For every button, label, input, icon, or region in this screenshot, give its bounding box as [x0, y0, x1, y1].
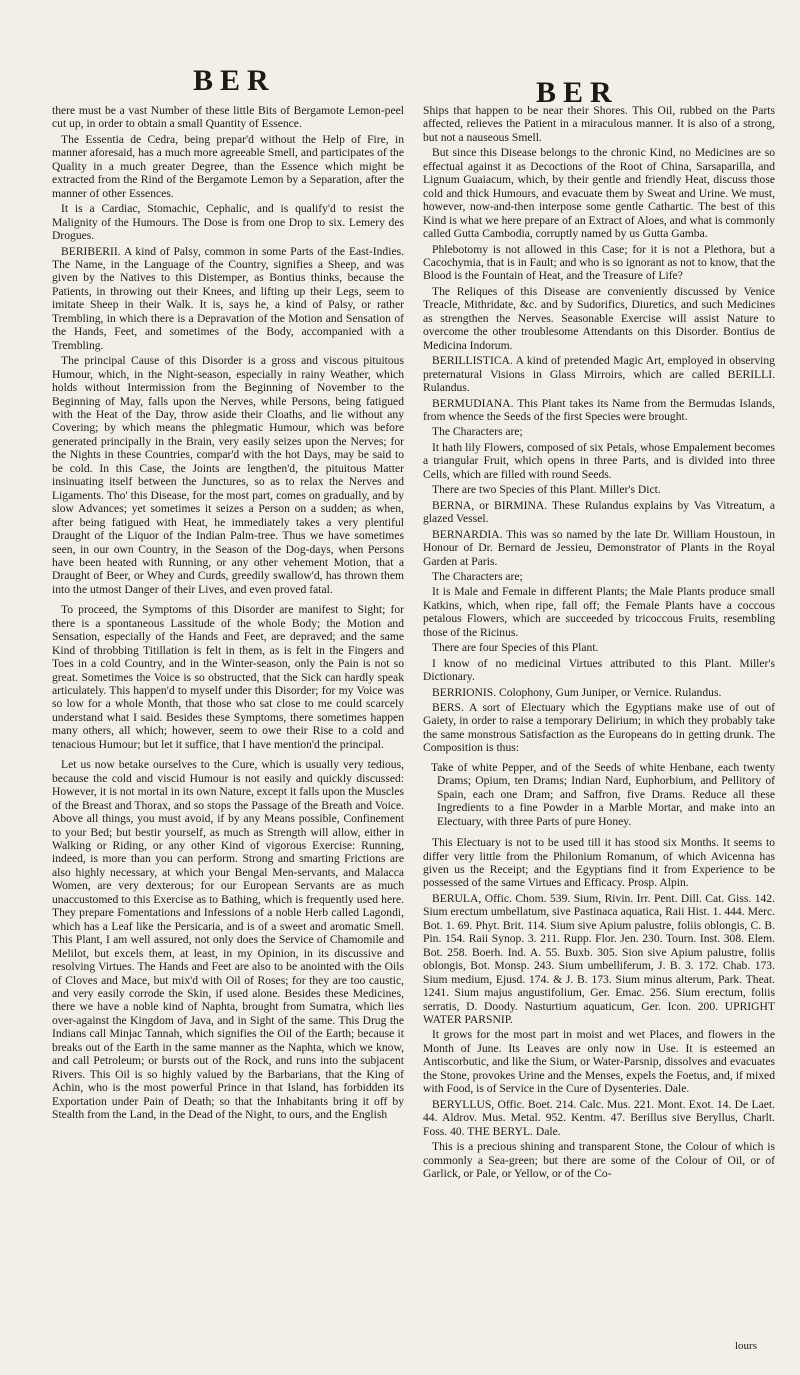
- header-right: BER: [536, 76, 619, 109]
- paragraph: I know of no medicinal Virtues attributed to this Plant. Miller's Dictionary.: [423, 656, 775, 684]
- paragraph: The Characters are;: [432, 425, 523, 439]
- paragraph: The Essentia de Cedra, being prepar'd without the Help of Fire, in manner aforesaid, has a much more agreeable Smell, and participates of the Quality in a much greater Degree, than the Essence which might be extracted from the Rind of the Bergamote Lemon by a Separation, after the manner of other Essences.: [52, 132, 404, 200]
- paragraph: This Electuary is not to be used till it has stood six Months. It seems to differ very little from the Philonium Romanum, of which Avicenna has given us the Receipt; and the Egyptians find it from Experience to be possessed of the same Virtues and Efficacy. Prosp. Alpin.: [423, 836, 775, 890]
- header-left: BER: [193, 64, 276, 97]
- paragraph: BERRIONIS. Colophony, Gum Juniper, or Vernice. Rulandus.: [432, 685, 722, 699]
- paragraph: But since this Disease belongs to the chronic Kind, no Medicines are so effectual against it as Decoctions of the Root of China, Sarsaparilla, and Lignum Guaiacum, which, by their gentle and friendly Heat, discuss those cold and thick Humours, and evacuate them by Sweat and Urine. We must, however, now-and-then interpose some gentle Cathartic. The best of this Kind is what we here prepare of an Extract of Aloes, and what is commonly called Gutta Cambodia, corruptly named by us Gutta Gamba.: [423, 146, 775, 241]
- paragraph: Phlebotomy is not allowed in this Case; for it is not a Plethora, but a Cacochymia, that is in Fault; and who is so ignorant as not to know, that the Blood is the Fountain of Heat, and the Treasure of Life?: [423, 242, 775, 283]
- paragraph: There are four Species of this Plant.: [432, 641, 599, 655]
- paragraph: Take of white Pepper, and of the Seeds of white Henbane, each twenty Drams; Opium, ten Drams; Indian Nard, Euphorbium, and Pellitory of Spain, each one Dram; and Saffron, five Drams. Reduce all these Ingredients to a fine Powder in a Marble Mortar, and make into an Electuary, with three Parts of pure Honey.: [431, 760, 775, 828]
- right-column: [423, 104, 775, 1182]
- paragraph: The Characters are;: [432, 569, 523, 583]
- left-column: [52, 104, 404, 1124]
- paragraph: It is a Cardiac, Stomachic, Cephalic, and is qualify'd to resist the Malignity of the Humours. The Dose is from one Drop to six. Lemery des Drogues.: [52, 202, 404, 243]
- paragraph: BERYLLUS, Offic. Boet. 214. Calc. Mus. 221. Mont. Exot. 14. De Laet. 44. Aldrov. Mus. Metal. 952. Kentm. 47. Berillus sive Beryllus, Charlt. Foss. 40. THE BERYL. Dale.: [423, 1097, 775, 1138]
- paragraph: Ships that happen to be near their Shores. This Oil, rubbed on the Parts affected, relieves the Patient in a miraculous manner. It is also of a strong, but not a nauseous Smell.: [423, 104, 775, 144]
- paragraph: BERILLISTICA. A kind of pretended Magic Art, employed in observing preternatural Visions in Glass Mirroirs, which are called BERILLI. Rulandus.: [423, 354, 775, 395]
- paragraph: there must be a vast Number of these little Bits of Bergamote Lemon-peel cut up, in order to obtain a small Quantity of Essence.: [52, 104, 404, 131]
- paragraph: There are two Species of this Plant. Miller's Dict.: [432, 483, 661, 497]
- paragraph: To proceed, the Symptoms of this Disorder are manifest to Sight; for there is a spontaneous Lassitude of the whole Body; the Motion and Sensation, especially of the Hands and Feet, are depraved; and the same Kind of throbbing Titillation is felt in them, as is felt in the Fingers and Toes in a cold Country, and in the Winter-season, only the Pain is not so great. Sometimes the Voice is so obstructed, that the Sick can hardly speak articulately. This happen'd to myself under this Disorder; for my Voice was so low for a whole Month, that those who sat close to me could scarcely understand what I said. Besides these Symptoms, there sometimes happen many others, all which; however, seem to owe their Rise to a cold and tenacious Humour; but let it suffice, that I have mention'd the principal.: [52, 603, 404, 751]
- paragraph: The Reliques of this Disease are conveniently discussed by Venice Treacle, Mithridate, &c. and by Sudorifics, Diuretics, and such Medicines as strengthen the Nerves. Seasonable Exercise will assist Nature to overcome the other troublesome Attendants on this Disorder. Bontius de Medicina Indorum.: [423, 284, 775, 352]
- paragraph: BERIBERII. A kind of Palsy, common in some Parts of the East-Indies. The Name, in the Language of the Country, signifies a Sheep, and was given by the Natives to this Distemper, as Bontius thinks, because the Patients, in throwing out their Knees, and lifting up their Legs, seem to imitate Sheep in their Walk. It is, says he, a kind of Palsy, or rather Trembling, in which there is a Depravation of the Motion and Sensation of the Hands, Feet, and sometimes of the Body, accompanied with a Trembling.: [52, 244, 404, 352]
- paragraph: BERNARDIA. This was so named by the late Dr. William Houstoun, in Honour of Dr. Bernard de Jessieu, Demonstrator of Plants in the Royal Garden at Paris.: [423, 527, 775, 568]
- paragraph: It is Male and Female in different Plants; the Male Plants produce small Katkins, which, when ripe, fall off; the Female Plants have a coccous petalous Flowers, which are succeeded by tricoccous Fruits, resembling those of the Ricinus.: [423, 585, 775, 639]
- paragraph: BERNA, or BIRMINA. These Rulandus explains by Vas Vitreatum, a glazed Vessel.: [423, 498, 775, 526]
- paragraph: It grows for the most part in moist and wet Places, and flowers in the Month of June. Its Leaves are only now in Use. It is esteemed an Antiscorbutic, and like the Sium, or Water-Parsnip, dissolves and evacuates the Stone, provokes Urine and the Menses, expels the Foetus, and, if mixed with Food, is of Service in the Cure of Dysenteries. Dale.: [423, 1028, 775, 1096]
- running-header: [0, 58, 800, 108]
- paragraph: BERULA, Offic. Chom. 539. Sium, Rivin. Irr. Pent. Dill. Cat. Giss. 142. Sium erectum umbellatum, sive Pastinaca aquatica, Raii Hist. 1. 444. Merc. Bot. 1. 69. Phyt. Brit. 114. Sium sive Apium palustre, foliis oblongis, C. B. Pin. 154. Raii Synop. 3. 211. Rupp. Flor. Jen. 230. Tourn. Inst. 308. Elem. Bot. 258. Boerh. Ind. A. 55. Buxb. 305. Sion sive Apium palustre, foliis oblongis, Bot. Monsp. 243. Sium umbelliferum, J. B. 3. 172. Chab. 173. Sium medium, Ejusd. 174. & J. B. 173. Sium minus alterum, Park. Theat. 1241. Sium majus angustifolium, Ger. Emac. 256. Sium erectum, foliis serratis, D. Doody. Nasturtium aquaticum, Ger. Icon. 200. UPRIGHT WATER PARSNIP.: [423, 891, 775, 1026]
- paragraph: BERMUDIANA. This Plant takes its Name from the Bermudas Islands, from whence the Seeds of the first Species were brought.: [423, 396, 775, 423]
- catchword: lours: [735, 1340, 757, 1352]
- paragraph: It hath lily Flowers, composed of six Petals, whose Empalement becomes a triangular Fruit, which opens in three Parts, and is divided into three Cells, which are filled with round Seeds.: [423, 440, 775, 481]
- paragraph: BERS. A sort of Electuary which the Egyptians make use of out of Gaiety, in order to raise a temporary Delirium; in which they probably take the same monstrous Satisfaction as the Europeans do in getting drunk. The Composition is thus:: [423, 701, 775, 755]
- paragraph: Let us now betake ourselves to the Cure, which is usually very tedious, because the cold and viscid Humour is not easily and quickly discussed: However, it is not mortal in its own Nature, except it falls upon the Muscles of the Breast and Thorax, and so stops the Passage of the Breath and Voice. Above all things, you must avoid, if by any Means possible, Confinement to your Bed; but bestir yourself, as much as Strength will allow, either in Walking or Riding, or any other Kind of vigorous Exercise: Running, indeed, is more than you can perform. Strong and smarting Frictions are also highly necessary, at which your Bengal Men-servants, and Malacca Women, are very dexterous; for our European Servants are as much unaccustomed to this Exercise as to Bathing, which is frequently used here. They prepare Fomentations and Infessions of a noble Herb called Lagondi, which has a Leaf like the Persicaria, and is of a sweet and aromatic Smell. This Plant, I am well assured, not only does the Service of Chamomile and Melilot, but excels them, at least, in my Opinion, in its discussive and resolving Virtues. The Hands and Feet are also to be anointed with the Oils of Cloves and Mace, but mix'd with Oil of Roses; for they are too caustic, and very easily corrode the Skin, if used alone. Besides these Medicines, there we have a noble kind of Naphta, brought from Sumatra, which lies over-against the Kingdom of Java, and in Sight of the same. This Drug the Indians call Minjac Tannah, which signifies the Oil of the Earth; because it breaks out of the Earth in the same manner as the Naphta, which we know, and call Petroleum; or bursts out of the Rock, and runs into the subjacent Rivers. This Oil is so highly valued by the Barbarians, that the King of Achin, who is the most powerful Prince in that Island, has forbidden its Exportation under Pain of Death; so that the Inhabitants bring it off by Stealth from the Land, in the Dead of the Night, to ours, and the English: [52, 758, 404, 1122]
- paragraph: This is a precious shining and transparent Stone, the Colour of which is commonly a Sea-green; but there are some of the Colour of Oil, or of Garlick, or Pale, or Yellow, or of the Co-: [423, 1140, 775, 1180]
- paragraph: The principal Cause of this Disorder is a gross and viscous pituitous Humour, which, in the Night-season, especially in rainy Weather, which holds without Intermission from the Beginning of November to the Beginning of May, falls upon the Nerves, while Persons, being fatigued with the Heat of the Day, throw aside their Cloaths, and lie without any Covering; by which means the phlegmatic Humour, which was before generated principally in the Brain, very easily seizes upon the Nerves; for the Nights in these Countries, compar'd with the hot Days, may be said to be cold. In this Case, the Joints are lengthen'd, the pituitous Matter insinuating itself between the Junctures, so as to relax the Nerves and Ligaments. Tho' this Disease, for the most part, comes on gradually, and by slow Advances; yet sometimes it seizes a Person on a sudden; as when, after being fatigued with Heat, he immediately takes a very plentiful Draught of the Liquor of the Indian Palm-tree. Thus we have sometimes seen, in our own Country, in the Season of the Dog-days, when Persons have been heated with Running, or any other vehement Motion, that a Draught of Beer, or Whey and Curds, greedily swallow'd, has thrown them into the utmost Danger of their Lives, and even proved fatal.: [52, 354, 404, 596]
